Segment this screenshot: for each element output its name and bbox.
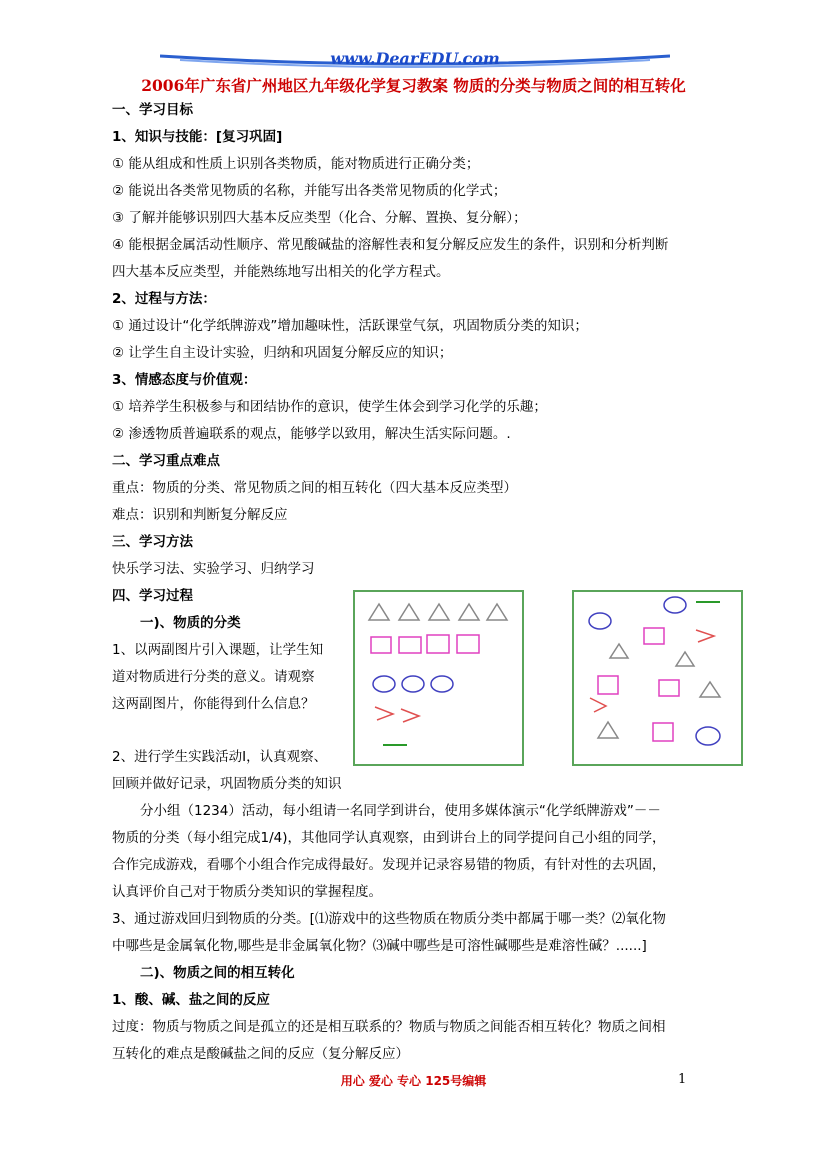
subsection-heading: 2、过程与方法： xyxy=(112,291,216,307)
triangle-shape xyxy=(676,652,694,666)
text-line: 这两副图片，你能得到什么信息？ xyxy=(112,696,315,712)
subsection-heading: 3、情感态度与价值观： xyxy=(112,372,257,388)
circle-shape xyxy=(696,727,720,745)
subsection-heading: 二)、物质之间的相互转化 xyxy=(140,965,295,981)
chevron-shape xyxy=(401,709,419,722)
triangle-shape xyxy=(369,604,389,620)
page-footer: 用心 爱心 专心 125号编辑 xyxy=(340,1074,487,1088)
figure-mixed-shapes xyxy=(572,590,743,766)
text-line: ① 能从组成和性质上识别各类物质，能对物质进行正确分类； xyxy=(112,156,480,172)
text-line: 过度：物质与物质之间是孤立的还是相互联系的？物质与物质之间能否相互转化？物质之间相 xyxy=(112,1019,666,1035)
text-line: 四大基本反应类型，并能熟练地写出相关的化学方程式。 xyxy=(112,264,450,280)
circle-row xyxy=(373,676,453,692)
text-line: ② 能说出各类常见物质的名称，并能写出各类常见物质的化学式； xyxy=(112,183,507,199)
text-line: 认真评价自己对于物质分类知识的掌握程度。 xyxy=(112,884,382,900)
section-heading: 三、学习方法 xyxy=(112,534,193,550)
triangle-shape xyxy=(459,604,479,620)
text-line: 互转化的难点是酸碱盐之间的反应（复分解反应） xyxy=(112,1046,409,1062)
circle-shape xyxy=(431,676,453,692)
square-shape xyxy=(371,637,391,653)
triangle-shape xyxy=(429,604,449,620)
text-line: ① 培养学生积极参与和团结协作的意识，使学生体会到学习化学的乐趣； xyxy=(112,399,547,415)
triangle-row xyxy=(369,604,507,620)
text-line: 难点：识别和判断复分解反应 xyxy=(112,507,288,523)
page-number: 1 xyxy=(678,1072,687,1087)
triangle-shape xyxy=(487,604,507,620)
triangle-shape xyxy=(700,682,720,697)
square-shape xyxy=(653,723,673,741)
square-shape xyxy=(457,635,479,653)
text-line: 快乐学习法、实验学习、归纳学习 xyxy=(112,561,315,577)
square-shape xyxy=(598,676,618,694)
triangle-shape xyxy=(610,644,628,658)
circle-shape xyxy=(589,613,611,629)
text-line: ② 让学生自主设计实验，归纳和巩固复分解反应的知识； xyxy=(112,345,453,361)
subsection-heading: 1、知识与技能：[复习巩固] xyxy=(112,129,283,145)
section-heading: 四、学习过程 xyxy=(112,588,193,604)
text-line: ③ 了解并能够识别四大基本反应类型（化合、分解、置换、复分解）； xyxy=(112,210,527,226)
circle-shape xyxy=(402,676,424,692)
square-shape xyxy=(427,635,449,653)
square-shape xyxy=(644,628,664,644)
text-line: 物质的分类（每小组完成1/4)，其他同学认真观察，由到讲台上的同学提问自己小组的同学， xyxy=(112,830,666,846)
text-line: 回顾并做好记录，巩固物质分类的知识 xyxy=(112,776,342,792)
section-heading: 二、学习重点难点 xyxy=(112,453,220,469)
square-shape xyxy=(659,680,679,696)
chevron-shape xyxy=(375,707,393,720)
text-line: 重点：物质的分类、常见物质之间的相互转化（四大基本反应类型） xyxy=(112,480,517,496)
site-name: www.DearEDU.com xyxy=(330,50,500,68)
text-line: ④ 能根据金属活动性顺序、常见酸碱盐的溶解性表和复分解反应发生的条件，识别和分析判断 xyxy=(112,237,669,253)
figure-sorted-shapes xyxy=(353,590,524,766)
chevron-row xyxy=(375,707,419,722)
text-line: 3、通过游戏回归到物质的分类。[⑴游戏中的这些物质在物质分类中都属于哪一类？⑵氧化物 xyxy=(112,911,666,927)
triangle-shape xyxy=(399,604,419,620)
circle-shape xyxy=(373,676,395,692)
text-line: ① 通过设计“化学纸牌游戏”增加趣味性，活跃课堂气氛，巩固物质分类的知识； xyxy=(112,318,588,334)
section-heading: 一、学习目标 xyxy=(112,102,193,118)
page-title: 2006年广东省广州地区九年级化学复习教案 物质的分类与物质之间的相互转化 xyxy=(141,76,686,95)
subsection-heading: 一)、物质的分类 xyxy=(140,615,241,631)
text-line: 分小组（1234）活动，每小组请一名同学到讲台，使用多媒体演示“化学纸牌游戏”－－ xyxy=(140,803,661,819)
triangle-shape xyxy=(598,722,618,738)
chevron-shape xyxy=(590,698,606,712)
text-line: 1、以两副图片引入课题，让学生知 xyxy=(112,642,324,658)
text-line: 2、进行学生实践活动Ⅰ，认真观察、 xyxy=(112,749,328,765)
subsection-heading: 1、酸、碱、盐之间的反应 xyxy=(112,992,270,1008)
text-line: 中哪些是金属氧化物,哪些是非金属氧化物？⑶碱中哪些是可溶性碱哪些是难溶性碱？......] xyxy=(112,938,647,954)
text-line: ② 渗透物质普遍联系的观点，能够学以致用，解决生活实际问题。. xyxy=(112,426,511,442)
text-line: 合作完成游戏，看哪个小组合作完成得最好。发现并记录容易错的物质，有针对性的去巩固， xyxy=(112,857,666,873)
square-shape xyxy=(399,637,421,653)
text-line: 道对物质进行分类的意义。请观察 xyxy=(112,669,315,685)
chevron-shape xyxy=(696,630,714,642)
circle-shape xyxy=(664,597,686,613)
square-row xyxy=(371,635,479,653)
